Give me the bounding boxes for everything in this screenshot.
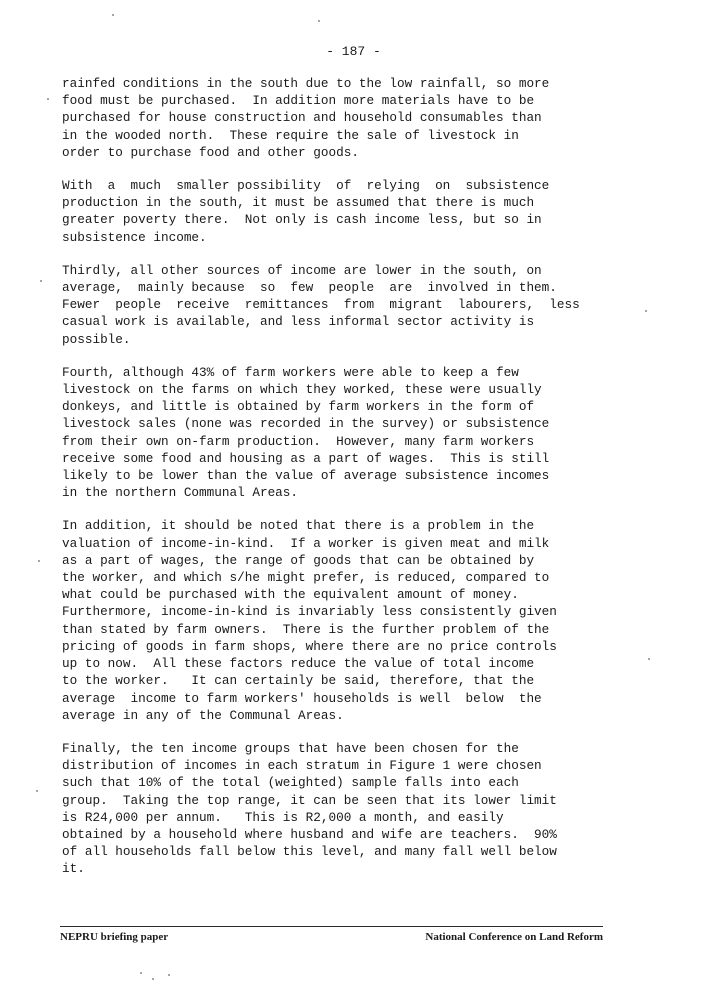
scan-speck: [38, 560, 40, 562]
footer-publication: NEPRU briefing paper: [60, 931, 169, 943]
scan-speck: [140, 972, 142, 974]
paragraph-income-groups: Finally, the ten income groups that have been chosen for the distribution of incomes in each stratum in Figure 1 were chosen such that 10% of the total (weighted) sample falls into each group. Taking the top range, it can be seen that its lower limit is R24,000 per annum. This is R2,000 a month, and easily obtained by a household where husband and wife are teachers. 90% of all households fall below this level, and many fall well below it.: [62, 740, 557, 877]
paragraph-rainfed-conditions: rainfed conditions in the south due to the low rainfall, so more food must be purchased. In addition more materials have to be purchased for house construction and household consumables than in the wooded north. These require the sale of livestock in order to purchase food and other goods.: [62, 76, 550, 160]
scan-speck: [47, 98, 49, 100]
paragraph-income-in-kind: In addition, it should be noted that there is a problem in the valuation of income-in-kind. If a worker is given meat and milk as a part of wages, the range of goods that can be obtained by the worker, and which s/he might prefer, is reduced, compared to what could be purchased with the equivalent amount of money. Furthermore, income-in-kind is invariably less consistently given than stated by farm owners. There is the further problem of the pricing of goods in farm shops, where there are no price controls up to now. All these factors reduce the value of total income to the worker. It can certainly be said, therefore, that the average income to farm workers' households is well below the average in any of the Communal Areas.: [62, 518, 557, 723]
paragraph-subsistence-poverty: With a much smaller possibility of relying on subsistence production in the south, it must be assumed that there is much greater poverty there. Not only is cash income less, but so in subsistence income.: [62, 178, 550, 245]
footer-conference: National Conference on Land Reform: [425, 931, 603, 943]
scan-speck: [648, 658, 650, 660]
page-number: - 187 -: [326, 44, 381, 59]
paragraph-other-income-sources: Thirdly, all other sources of income are lower in the south, on average, mainly because so few people are involved in them. Fewer people receive remittances from migrant labourers, less casual work is available, and less informal sector activity is possible.: [62, 262, 580, 347]
footer-divider: [60, 926, 603, 927]
scan-speck: [168, 974, 170, 976]
scan-speck: [40, 280, 42, 282]
scan-speck: [152, 978, 154, 980]
scan-speck: [318, 20, 320, 22]
scan-speck: [645, 310, 647, 312]
body-text: [62, 75, 618, 894]
scan-speck: [36, 790, 38, 792]
scan-speck: [112, 14, 114, 16]
paragraph-farm-workers-livestock: Fourth, although 43% of farm workers were able to keep a few livestock on the farms on which they worked, these were usually donkeys, and little is obtained by farm workers in the form of livestock sales (none was recorded in the survey) or subsistence from their own on-farm production. However, many farm workers receive some food and housing as a part of wages. This is still likely to be lower than the value of average subsistence incomes in the northern Communal Areas.: [62, 364, 550, 501]
